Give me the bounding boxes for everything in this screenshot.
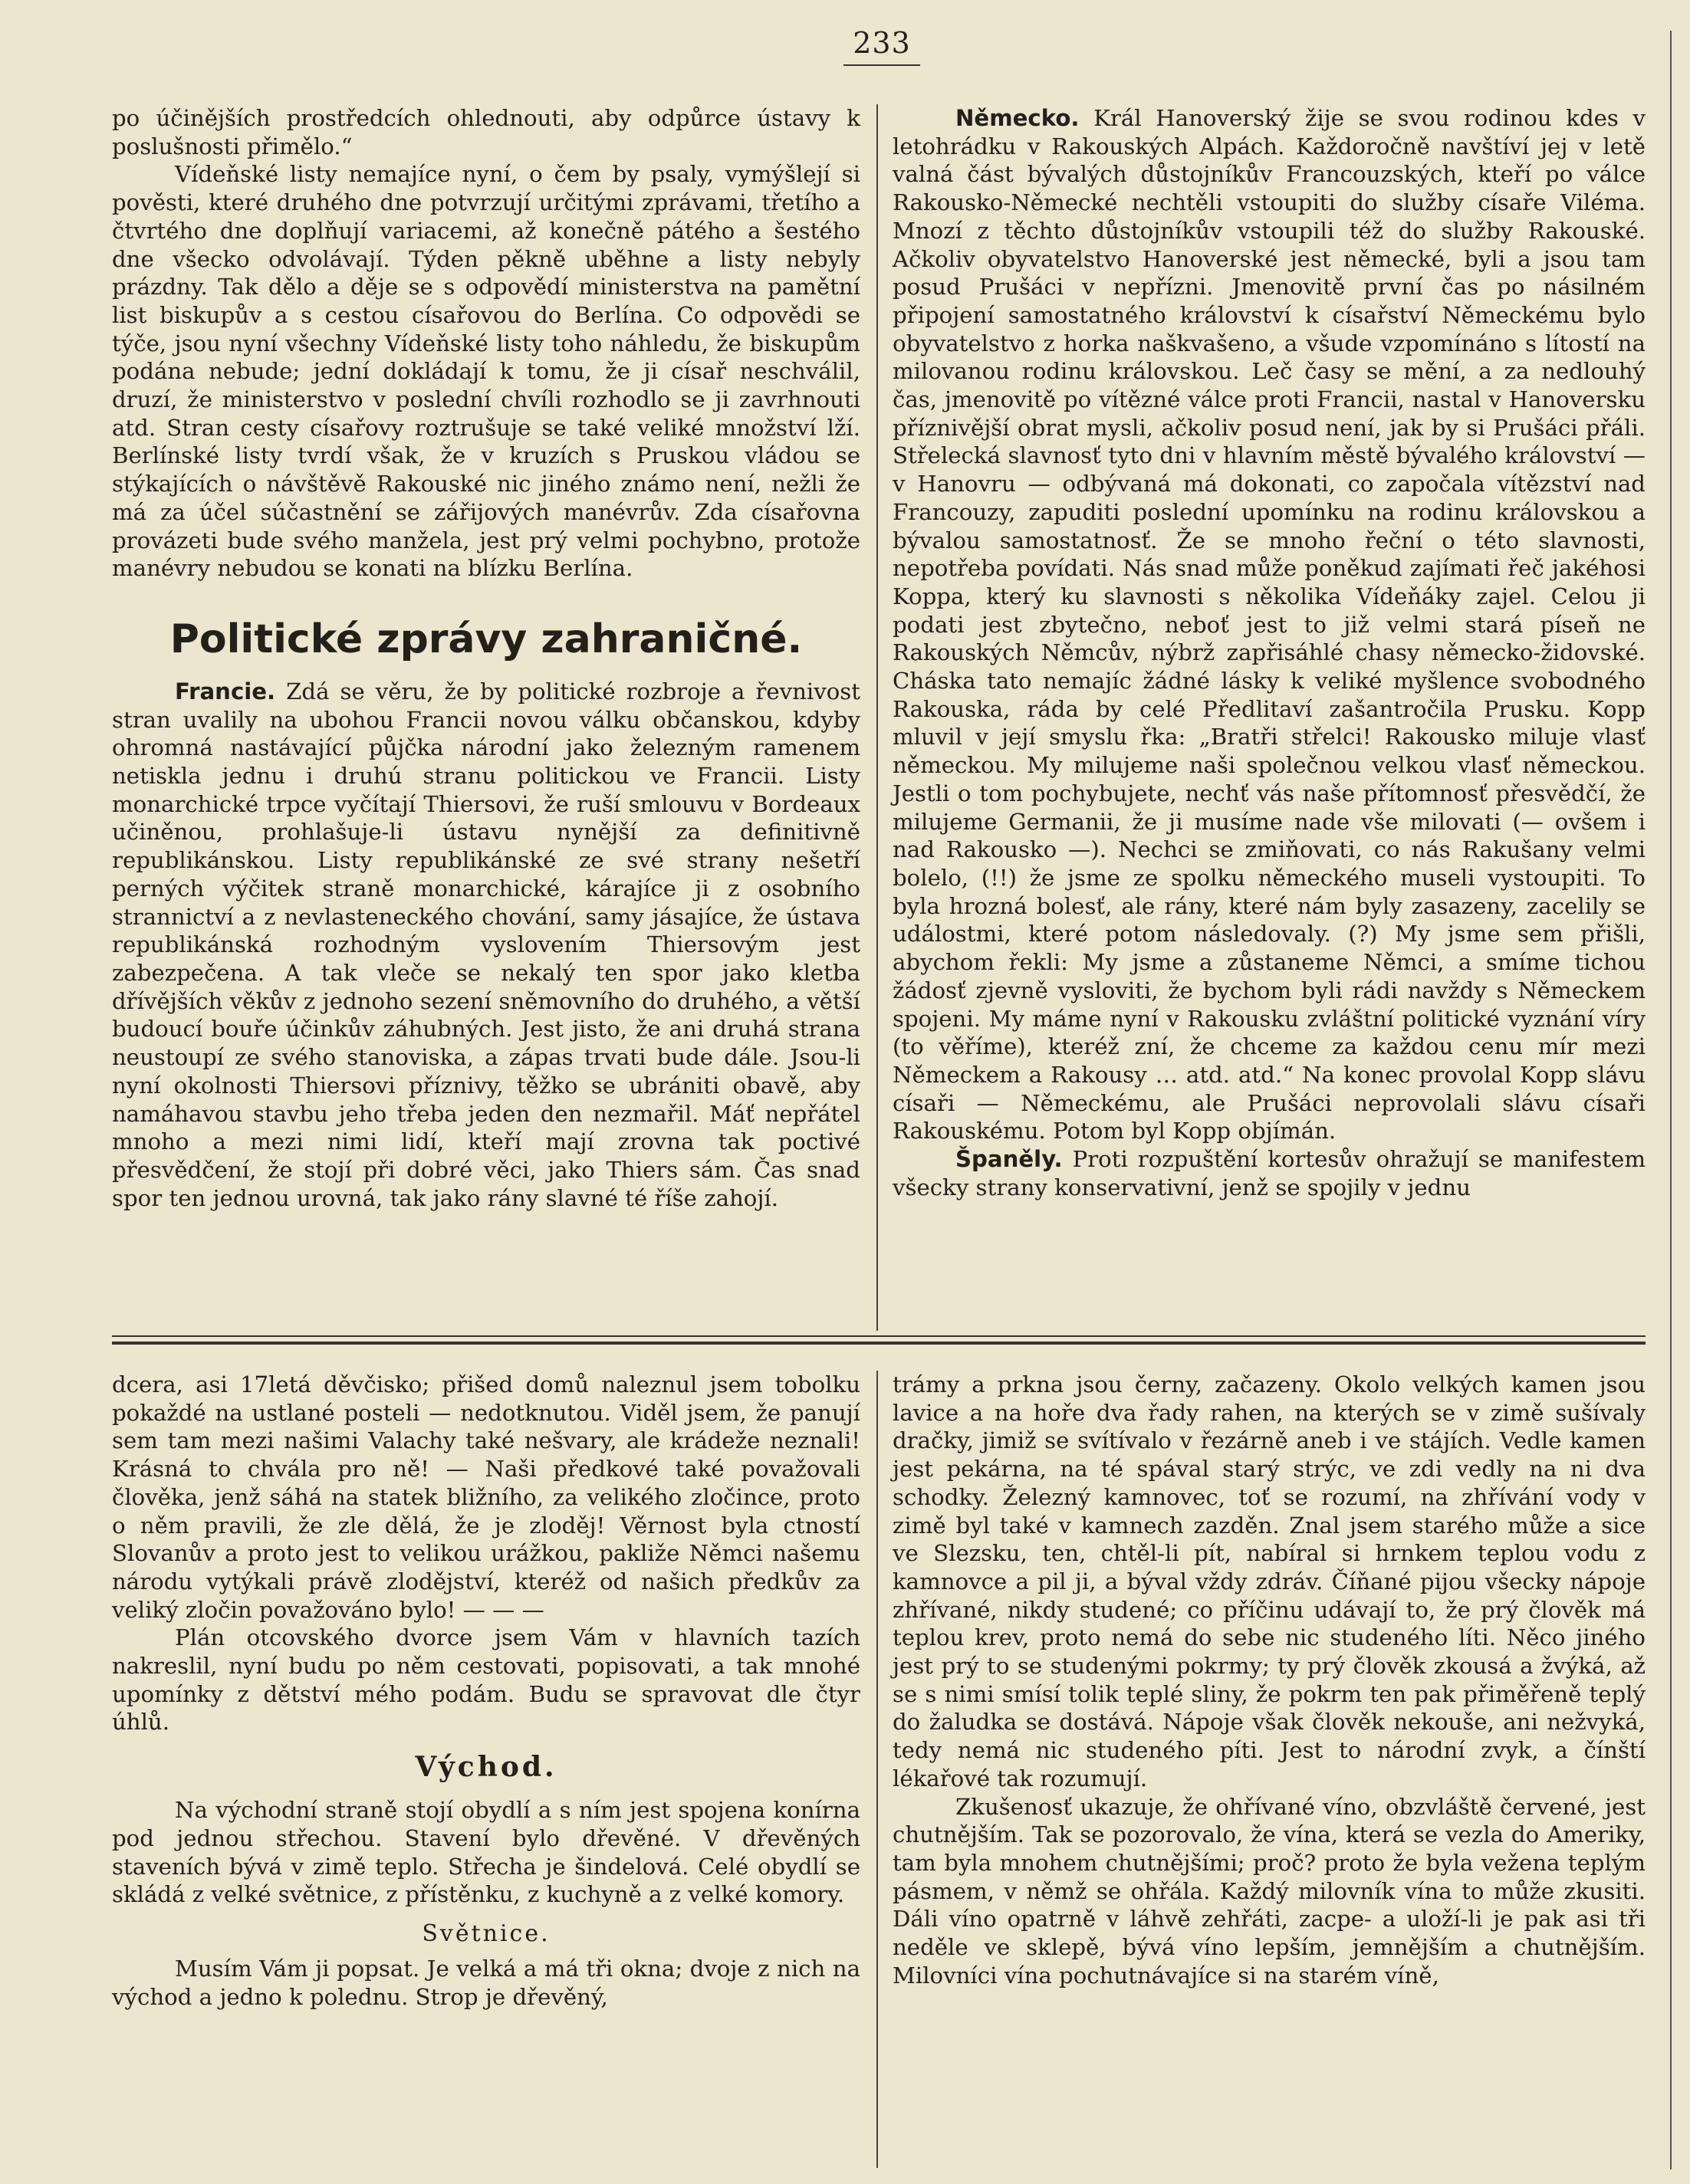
paragraph-spanely	[893, 1145, 1646, 1201]
column-divider	[876, 1371, 878, 2168]
page-number: 233	[853, 26, 911, 60]
paragraph-francie	[112, 678, 860, 1212]
paragraph-text: Proti rozpuštění kortesův ohražují se manifestem všecky strany konservativní, jenž se spojily v jednu	[893, 1146, 1646, 1200]
subsection-subheading: Světnice.	[422, 1920, 551, 1947]
lead-word: Německo.	[955, 105, 1080, 131]
paragraph-text: Král Hanoverský žije se svou rodinou kdes v letohrádku v Rakouských Alpách. Každoročně navštíví jej v letě valná část bývalých důstojníkův Francouzských, kteří po válce Rakousko-Německé nechtěli vstoupiti do služby císaře Viléma. Mnozí z těchto důstojníkův vstoupili též do služby Rakouské. Ačkoliv obyvatelstvo Hanoverské jest německé, byli a jsou tam posud Prušáci v nepřízni. Jmenovitě první čas po násilném připojení samostatného království k císařství Německému bylo obyvatelstvo z horka naškvašeno, a všude vzpomínáno s lítostí na milovanou rodinu královskou. Leč časy se mění, a za nedlouhý čas, jmenovitě po vítězné válce proti Francii, nastal v Hanoversku příznivější obrat mysli, ačkoliv posud není, jak by si Prušáci přáli. Střelecká slavnosť tyto dni v hlavním městě bývalého království — v Hanovru — odbývaná má dokonati, co započala vítězství nad Francouzy, zapuditi poslední upomínku na rodinu královskou a bývalou samostatnosť. Že se mnoho řeční o této slavnosti, nepotřeba povídati. Nás snad může poněkud zajímati řeč jakéhosi Koppa, který ku slavnosti s několika Vídeňáky zajel. Celou ji podati jest zbytečno, neboť jest to již velmi stará píseň ne Rakouských Němcův, nýbrž zapřisáhlé chasy německo-židovské. Cháska tato nemajíc žádné lásky k veliké myšlence svobodného Rakouska, ráda by celé Předlitaví zašantročila Prusku. Kopp mluvil v její smyslu řka: „Bratři střelci! Rakousko miluje vlasť německou. My milujeme naši společnou velkou vlasť německou. Jestli o tom pochybujete, nechť vás naše přítomnosť přesvědčí, že milujeme Germanii, že ji musíme nade vše milovati (— ovšem i nad Rakousko —). Nechci se zmiňovati, co nás Rakušany velmi bolelo, (!!) že jsme ze spolku německého museli vystoupiti. To byla hrozná bolesť, ale rány, které nám byly zasazeny, zacelily se událostmi, které potom následovaly. (?) My jsme sem přišli, abychom řekli: My jsme a zůstaneme Němci, a smíme tichou žádosť zjevně vysloviti, že bychom byli rádi navždy s Německem spojeni. My máme nyní v Rakousku zvláštní politické vyznání víry (to věříme), kteréž zní, že chceme za každou cenu mír mezi Německem a Rakousy … atd. atd.“ Na konec provolal Kopp slávu císaři — Německému, ale Prušáci neprovolali slávu císaři Rakouskému. Potom byl Kopp objímán.	[893, 105, 1646, 1145]
page-edge-rule	[1670, 31, 1672, 2169]
paragraph: Vídeňské listy nemajíce nyní, o čem by psaly, vymýšlejí si pověsti, které druhého dne potvrzují určitými zprávami, třetího a čtvrtého dne doplňují variacemi, až konečně pátého a šestého dne všecko odvolávají. Týden pěkně uběhne a listy nebyly prázdny. Tak dělo a děje se s odpovědí ministerstva na pamětní list biskupův a s cestou císařovou do Berlína. Co odpovědi se týče, jsou nyní všechny Vídeňské listy toho náhledu, že biskupům podána nebude; jední dokládají k tomu, že ji císař neschválil, druzí, že ministerstvo v poslední chvíli rozhodlo se ji zavrhnouti atd. Stran cesty císařovy roztrušuje se také veliké množství lží. Berlínské listy tvrdí však, že v kruzích s Pruskou vládou se stýkajících o návštěvě Rakouské nic jiného známo není, nežli že má za účel súčastnění se zářijových manévrův. Zda císařovna provázeti bude svého manžela, jest prý velmi pochybno, protože manévry nebudou se konati na blízku Berlína.	[112, 161, 860, 582]
column-bottom-right	[893, 1371, 1646, 2168]
column-top-left	[112, 104, 860, 1331]
paragraph: dcera, asi 17letá děvčisko; přišed domů naleznul jsem tobolku pokaždé na ustlané posteli — nedotknutou. Viděl jsem, že panují sem tam mezi našimi Valachy také nešvary, ale krádeže neznali! Krásná to chvála pro ně! — Naši předkové také považovali člověka, jenž sáhá na statek bližního, za velikého zločince, proto o něm pravili, že zle dělá, že je zloděj! Věrnost byla ctností Slovanův a proto jest to velikou urážkou, pakliže Němci našemu národu vytýkali právě zlodějství, kteréž od našich předkův za veliký zločin považováno bylo! — — —	[112, 1371, 860, 1623]
paragraph: Na východní straně stojí obydlí a s ním jest spojena konírna pod jednou střechou. Stavení bylo dřevěné. V dřevěných staveních bývá v zimě teplo. Střecha je šindelová. Celé obydlí se skládá z velké světnice, z přístěnku, z kuchyně a z velké komory.	[112, 1797, 860, 1908]
section-rule-thick	[112, 1342, 1646, 1345]
subsection-heading: Východ.	[415, 1751, 557, 1784]
lead-word: Španěly.	[955, 1146, 1063, 1173]
paragraph-nemecko	[893, 104, 1646, 1145]
paragraph: Zkušenosť ukazuje, že ohřívané víno, obzvláště červené, jest chutnějším. Tak se pozorovalo, že vína, která se vezla do Ameriky, tam byla mnohem chutnějšími; proč? proto že byla vežena teplým pásmem, v němž se ohřála. Každý milovník vína to může zkusiti. Dáli víno opatrně v láhvě zehřáti, zacpe- a uloží-li je pak asi tři neděle ve sklepě, bývá víno lepším, jemnějším a chutnějším. Milovníci vína pochutnávajíce si na starém víně,	[893, 1793, 1646, 1989]
page-number-rule	[843, 64, 920, 66]
section-heading: Politické zprávy zahraničné.	[169, 616, 803, 662]
column-divider	[876, 104, 878, 1331]
lead-word: Francie.	[175, 678, 276, 704]
column-top-right	[893, 104, 1646, 1331]
section-rule-thin	[112, 1335, 1646, 1337]
paragraph-text: Zdá se věru, že by politické rozbroje a řevnivost stran uvalily na ubohou Francii novou válku občanskou, kdyby ohromná nastávající půjčka národní jako železným ramenem netiskla jednu i druhú stranu politickou ve Francii. Listy monarchické trpce vyčítají Thiersovi, že ruší smlouvu v Bordeaux učiněnou, prohlašuje-li ústavu nynější za definitivně republikánskou. Listy republikánské ze své strany nešetří perných výčitek straně monarchické, kárajíce ji z osobního strannictví a z nevlasteneckého chování, samy jásajíce, že ústava republikánská rozhodným vyslovením Thiersovým jest zabezpečena. A tak vleče se nekalý ten spor jako kletba dřívějších věkův z jednoho sezení sněmovního do druhého, a větší budoucí bouře účinkův záhubných. Jest jisto, že ani druhá strana neustoupí ze svého stanoviska, a zápas trvati bude dále. Jsou-li nyní okolnosti Thiersovi příznivy, těžko se ubrániti obavě, aby namáhavou stavbu jeho třeba jeden den nezmařil. Máť nepřátel mnoho a mezi nimi lidí, kteří mají zrovna tak poctivé přesvědčení, že stojí při dobré věci, jako Thiers sám. Čas snad spor ten jednou urovná, tak jako rány slavné té říše zahojí.	[112, 678, 860, 1211]
column-bottom-left	[112, 1371, 860, 2168]
paragraph: Musím Vám ji popsat. Je velká a má tři okna; dvoje z nich na východ a jedno k polednu. Strop je dřevěný,	[112, 1955, 860, 2010]
paragraph: Plán otcovského dvorce jsem Vám v hlavních tazích nakreslil, nyní budu po něm cestovati, popisovati, a tak mnohé upomínky z dětství mého podám. Budu se spravovat dle čtyr úhlů.	[112, 1624, 860, 1736]
paragraph: trámy a prkna jsou černy, začazeny. Okolo velkých kamen jsou lavice a na hoře dva řady rahen, na kterých se v zimě sušívaly dračky, jimiž se svítívalo v řezárně aneb i ve stájích. Vedle kamen jest pekárna, na té spával starý strýc, ve zdi vedly na ni dva schodky. Železný kamnovec, toť se rozumí, na zhřívání vody v zimě byl také v kamnech zazděn. Znal jsem starého může a sice ve Slezsku, ten, chtěl-li pít, nabíral si hrnkem teplou vodu z kamnovce a pil ji, a býval vždy zdráv. Číňané pijou všecky nápoje zhřívané, nikdy studené; co příčinu udávají to, že prý člověk má teplou krev, proto nemá do sebe nic studeného líti. Něco jiného jest prý to se studenými pokrmy; ty prý člověk zkousá a žvýká, až se s nimi smísí tolik teplé sliny, že pokrm ten pak přiměřeně teplý do žaludka se dostává. Nápoje však člověk nekouše, ani nežvyká, tedy nemá nic studeného píti. Jest to národní zvyk, a čínští lékařové tak rozumují.	[893, 1371, 1646, 1792]
paragraph: po účinějších prostředcích ohlednouti, aby odpůrce ústavy k poslušnosti přimělo.“	[112, 105, 860, 159]
